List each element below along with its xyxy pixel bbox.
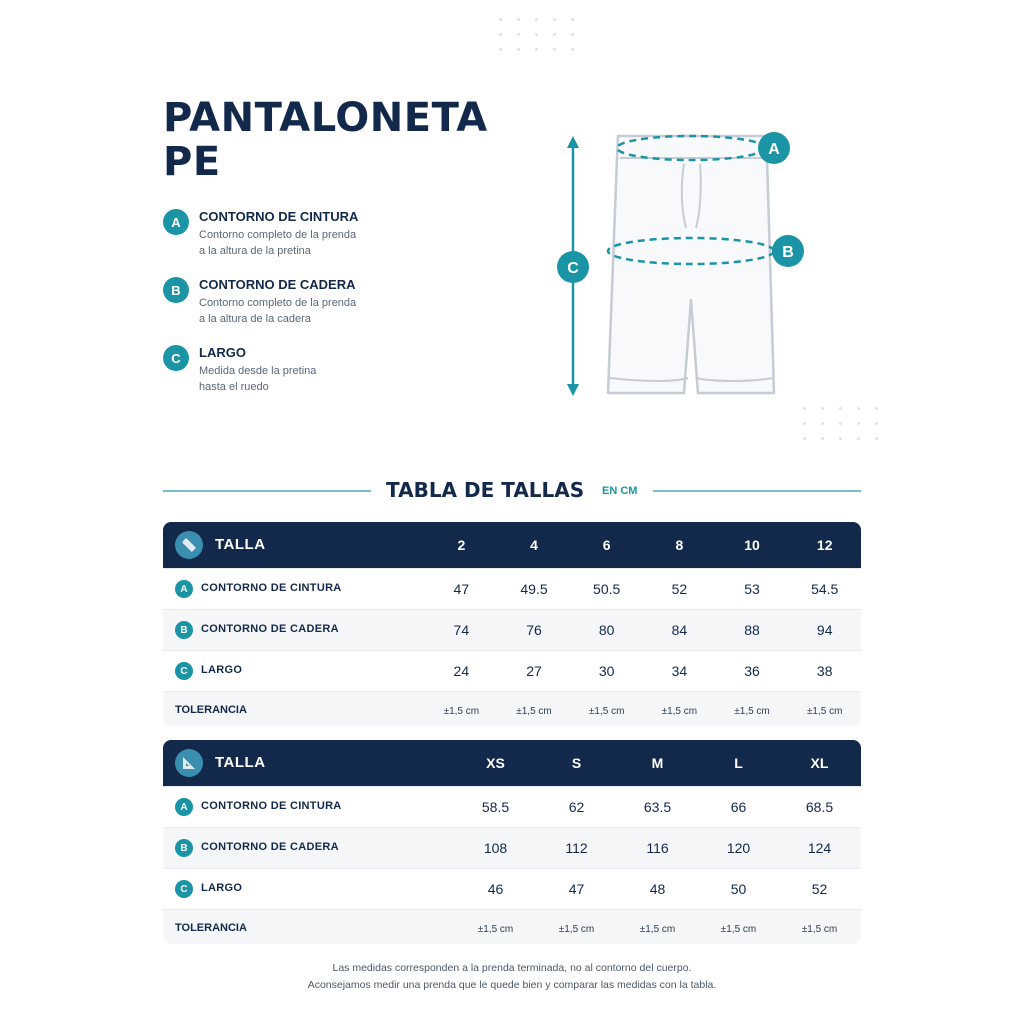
table-cell: 63.5 bbox=[643, 799, 672, 815]
shorts-diagram bbox=[550, 128, 820, 403]
row-label: CONTORNO DE CADERA bbox=[201, 623, 339, 635]
legend-desc-line: Medida desde la pretina bbox=[199, 365, 317, 377]
table-cell: 58.5 bbox=[481, 799, 510, 815]
table-row bbox=[163, 868, 861, 909]
decorative-dots-top bbox=[499, 18, 574, 51]
product-title bbox=[163, 96, 488, 184]
tolerance-cell: ±1,5 cm bbox=[588, 706, 625, 717]
table-cell: 47 bbox=[568, 881, 585, 897]
badge-c: C bbox=[175, 880, 193, 898]
table-header bbox=[163, 522, 861, 568]
badge-a: A bbox=[175, 580, 193, 598]
badge-b: B bbox=[175, 839, 193, 857]
legend-desc-line: a la altura de la cadera bbox=[199, 313, 311, 325]
badge-b: B bbox=[175, 621, 193, 639]
size-columns bbox=[425, 522, 861, 568]
footnote bbox=[163, 960, 861, 994]
table-cell: 27 bbox=[526, 663, 542, 679]
set-square-icon bbox=[175, 749, 203, 777]
footnote-line: Aconsejamos medir una prenda que le quede bien y comparar las medidas con la tabla. bbox=[307, 979, 717, 991]
product-title-line2: PE bbox=[163, 139, 221, 185]
legend-item-length bbox=[163, 344, 423, 412]
badge-c: C bbox=[163, 345, 189, 371]
table-cell: 76 bbox=[526, 622, 542, 638]
size-col: XS bbox=[486, 755, 505, 771]
tolerance-cell: ±1,5 cm bbox=[734, 706, 770, 717]
tolerance-cell: ±1,5 cm bbox=[806, 706, 843, 717]
table-cell: 80 bbox=[598, 622, 615, 638]
tolerance-cell: ±1,5 cm bbox=[477, 924, 514, 935]
size-header-label: TALLA bbox=[215, 536, 266, 553]
size-col: 12 bbox=[816, 537, 833, 553]
table-row bbox=[163, 786, 861, 827]
table-cell: 49.5 bbox=[520, 581, 548, 597]
legend-title: CONTORNO DE CADERA bbox=[199, 277, 356, 292]
legend-title: CONTORNO DE CINTURA bbox=[199, 209, 359, 224]
tolerance-cell: ±1,5 cm bbox=[639, 924, 676, 935]
badge-c: C bbox=[175, 662, 193, 680]
table-cell: 108 bbox=[483, 840, 508, 856]
tolerance-cell: ±1,5 cm bbox=[661, 706, 698, 717]
legend-desc-line: a la altura de la pretina bbox=[199, 245, 311, 257]
size-table-heading bbox=[163, 478, 861, 506]
row-label: CONTORNO DE CADERA bbox=[201, 841, 339, 853]
table-row bbox=[163, 650, 861, 691]
size-col: XL bbox=[810, 755, 829, 771]
table-cell: 34 bbox=[671, 663, 688, 679]
table-cell: 74 bbox=[453, 622, 470, 638]
table-cell: 84 bbox=[671, 622, 688, 638]
badge-a: A bbox=[175, 798, 193, 816]
tolerance-cell: ±1,5 cm bbox=[558, 924, 595, 935]
measurement-legend bbox=[163, 208, 423, 412]
table-cell: 36 bbox=[744, 663, 760, 679]
decorative-dots-right bbox=[803, 407, 878, 440]
marker-a-label: A bbox=[768, 141, 780, 158]
table-cell: 53 bbox=[744, 581, 760, 597]
table-row bbox=[163, 568, 861, 609]
size-col: 4 bbox=[530, 537, 538, 553]
tolerance-row bbox=[163, 909, 861, 944]
legend-description bbox=[199, 295, 423, 327]
size-col: L bbox=[734, 755, 743, 771]
table-row bbox=[163, 609, 861, 650]
arrow-down-icon bbox=[567, 384, 579, 396]
size-col: 8 bbox=[675, 537, 684, 553]
table-cell: 50.5 bbox=[593, 581, 621, 597]
row-label: LARGO bbox=[201, 664, 243, 676]
product-title-line1: PANTALONETA bbox=[163, 95, 488, 141]
size-col: S bbox=[571, 755, 582, 771]
table-cell: 47 bbox=[453, 581, 470, 597]
table-cell: 30 bbox=[598, 663, 615, 679]
table-cell: 24 bbox=[453, 663, 470, 679]
size-table-adults bbox=[163, 740, 861, 944]
divider-left bbox=[163, 490, 371, 492]
table-cell: 50 bbox=[730, 881, 747, 897]
tolerance-cell: ±1,5 cm bbox=[443, 706, 480, 717]
table-cell: 124 bbox=[807, 840, 832, 856]
table-cell: 94 bbox=[816, 622, 833, 638]
table-cell: 116 bbox=[646, 840, 669, 856]
badge-b: B bbox=[163, 277, 189, 303]
size-col: 10 bbox=[744, 537, 760, 553]
table-cell: 52 bbox=[811, 881, 828, 897]
table-cell: 68.5 bbox=[805, 799, 834, 815]
table-cell: 48 bbox=[649, 881, 666, 897]
legend-title: LARGO bbox=[199, 345, 246, 360]
size-columns bbox=[455, 740, 861, 786]
size-header-label: TALLA bbox=[215, 754, 266, 771]
row-label: CONTORNO DE CINTURA bbox=[201, 582, 342, 594]
legend-desc-line: Contorno completo de la prenda bbox=[199, 297, 357, 309]
marker-b-label: B bbox=[782, 244, 794, 261]
tolerance-label: TOLERANCIA bbox=[175, 922, 247, 934]
table-cell: 66 bbox=[730, 799, 747, 815]
size-col: M bbox=[651, 755, 664, 771]
tolerance-row bbox=[163, 691, 861, 726]
table-cell: 112 bbox=[565, 840, 588, 856]
table-cell: 54.5 bbox=[811, 581, 839, 597]
ruler-icon bbox=[175, 531, 203, 559]
divider-right bbox=[653, 490, 861, 492]
tolerance-label: TOLERANCIA bbox=[175, 704, 247, 716]
tolerance-cell: ±1,5 cm bbox=[720, 924, 757, 935]
legend-item-waist bbox=[163, 208, 423, 276]
table-cell: 88 bbox=[744, 622, 760, 638]
legend-item-hip bbox=[163, 276, 423, 344]
badge-a: A bbox=[163, 209, 189, 235]
section-title: TABLA DE TALLAS bbox=[386, 478, 585, 502]
legend-description bbox=[199, 227, 423, 259]
size-col: 2 bbox=[457, 537, 466, 553]
size-table-kids bbox=[163, 522, 861, 726]
arrow-up-icon bbox=[567, 136, 579, 148]
table-row bbox=[163, 827, 861, 868]
row-label: LARGO bbox=[201, 882, 243, 894]
table-cell: 46 bbox=[487, 881, 504, 897]
table-cell: 120 bbox=[726, 840, 751, 856]
size-col: 6 bbox=[602, 537, 611, 553]
section-unit: EN CM bbox=[602, 485, 638, 497]
tolerance-cell: ±1,5 cm bbox=[801, 924, 838, 935]
table-cell: 62 bbox=[568, 799, 585, 815]
legend-desc-line: Contorno completo de la prenda bbox=[199, 229, 357, 241]
table-cell: 52 bbox=[671, 581, 688, 597]
marker-c-label: C bbox=[567, 260, 579, 277]
row-label: CONTORNO DE CINTURA bbox=[201, 800, 342, 812]
table-header bbox=[163, 740, 861, 786]
legend-description bbox=[199, 363, 423, 395]
footnote-line: Las medidas corresponden a la prenda terminada, no al contorno del cuerpo. bbox=[332, 962, 692, 974]
tolerance-cell: ±1,5 cm bbox=[516, 706, 552, 717]
table-cell: 38 bbox=[816, 663, 833, 679]
legend-desc-line: hasta el ruedo bbox=[199, 381, 269, 393]
